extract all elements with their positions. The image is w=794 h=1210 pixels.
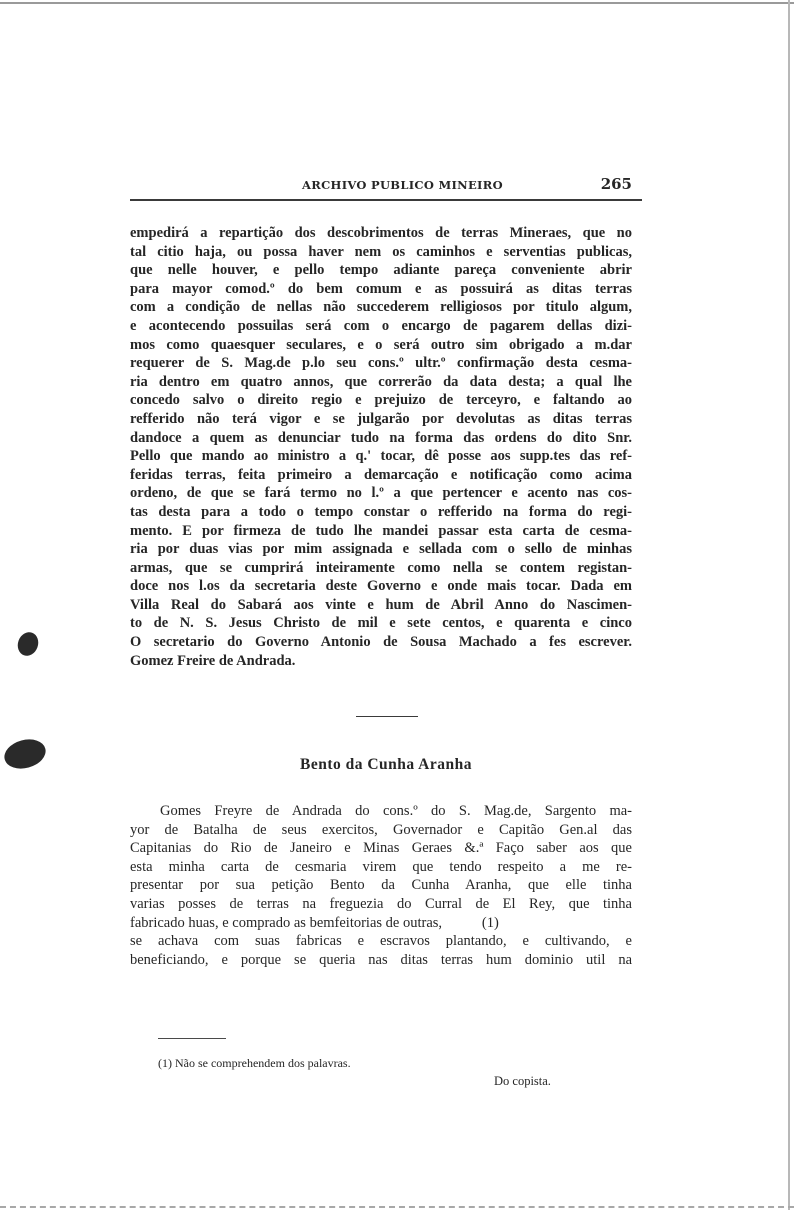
text-line: feridas terras, feita primeiro a demarcação e notificação como acima (130, 466, 632, 483)
section-title: Bento da Cunha Aranha (299, 756, 472, 773)
text-line: to de N. S. Jesus Christo de mil e sete centos, e quarenta e cinco (130, 615, 632, 632)
text-line: para mayor comod.º do bem comum e as possuirá as ditas terras (130, 280, 632, 297)
text-line: empedirá a repartição dos descobrimentos de terras Mineraes, que no (130, 225, 632, 241)
text-line: e acontecendo possuilas será com o encargo de pagarem dellas dizi- (130, 317, 632, 334)
text-line: Pello que mando ao ministro a q.' tocar, dê posse aos supp.tes das ref- (130, 448, 632, 465)
text-line: dandoce a quem as denunciar tudo na forma das ordens do dito Snr. (130, 429, 632, 446)
text-line: tas desta para a todo o tempo constar o refferido na forma do regi- (130, 503, 632, 520)
text-line: beneficiando, e porque se queria nas ditas terras hum dominio util na (130, 951, 632, 968)
text-line: mos como quaesquer seculares, e o será outro sim obrigado a m.dar (130, 336, 632, 353)
section-paragraph (130, 802, 632, 969)
page-edge-shadow (788, 0, 790, 1210)
text-line: ordeno, de que se fará termo no l.º a que pertencer e acento nas cos- (130, 485, 632, 502)
text-line: fabricado huas, e comprado as bemfeitorias de outras, (1) (130, 914, 499, 931)
header-rule (130, 199, 642, 201)
text-line: que nelle houver, e pello tempo adiante pareça conveniente abrir (130, 262, 632, 279)
text-line: armas, que se cumprirá inteiramente como nella se contem registan- (130, 559, 632, 576)
body-paragraph (130, 224, 632, 670)
text-line: ria por duas vias por mim assignada e sellada com o sello de minhas (130, 541, 632, 558)
text-line: varias posses de terras na freguezia do Curral de El Rey, que tinha (130, 895, 632, 912)
ink-blot (14, 629, 41, 658)
text-line: com a condição de nellas não succederem relligiosos por titulo algum, (130, 299, 632, 316)
text-line: tal citio haja, ou possa haver nem os caminhos e serventias publicas, (130, 243, 632, 260)
section-separator (356, 716, 418, 717)
text-line: Gomez Freire de Andrada. (130, 652, 296, 669)
text-line: yor de Batalha de seus exercitos, Governador e Capitão Gen.al das (130, 821, 632, 838)
text-line: refferido não terá vigor e se julgarão por devolutas as ditas terras (130, 410, 632, 427)
ink-blot (1, 735, 49, 773)
text-line: Gomes Freyre de Andrada do cons.º do S. Mag.de, Sargento ma- (160, 803, 632, 819)
footnote-rule (158, 1038, 226, 1039)
page-header (130, 175, 632, 197)
text-line: Villa Real do Sabará aos vinte e hum de Abril Anno do Nascimen- (130, 596, 632, 613)
text-line: mento. E por firmeza de tudo lhe mandei passar esta carta de cesma- (130, 522, 632, 539)
text-line: presentar por sua petição Bento da Cunha Aranha, que elle tinha (130, 877, 632, 894)
page-number: 265 (600, 175, 632, 193)
text-line: requerer de S. Mag.de p.lo seu cons.º ultr.º confirmação desta cesma- (130, 355, 632, 372)
text-line: ria dentro em quatro annos, que correrão da data desta; a qual lhe (130, 373, 632, 390)
text-line: esta minha carta de cesmaria virem que tendo respeito a me re- (130, 858, 632, 875)
footnote-signature: Do copista. (494, 1074, 551, 1088)
top-edge-rule (0, 2, 794, 4)
text-line: se achava com suas fabricas e escravos plantando, e cultivando, e (130, 933, 632, 950)
text-line: Capitanias do Rio de Janeiro e Minas Geraes &.ª Faço saber aos que (130, 840, 632, 857)
text-line: O secretario do Governo Antonio de Sousa Machado a fes escrever. (130, 634, 632, 651)
bottom-edge-rule (0, 1206, 794, 1208)
text-line: doce nos l.os da secretaria deste Governo e onde mais tocar. Dada em (130, 578, 632, 595)
text-line: concedo salvo o direito regio e prejuizo de terceyro, e faltando ao (130, 392, 632, 409)
running-head: ARCHIVO PUBLICO MINEIRO (302, 178, 503, 192)
footnote: (1) Não se comprehendem dos palavras. (158, 1056, 351, 1070)
